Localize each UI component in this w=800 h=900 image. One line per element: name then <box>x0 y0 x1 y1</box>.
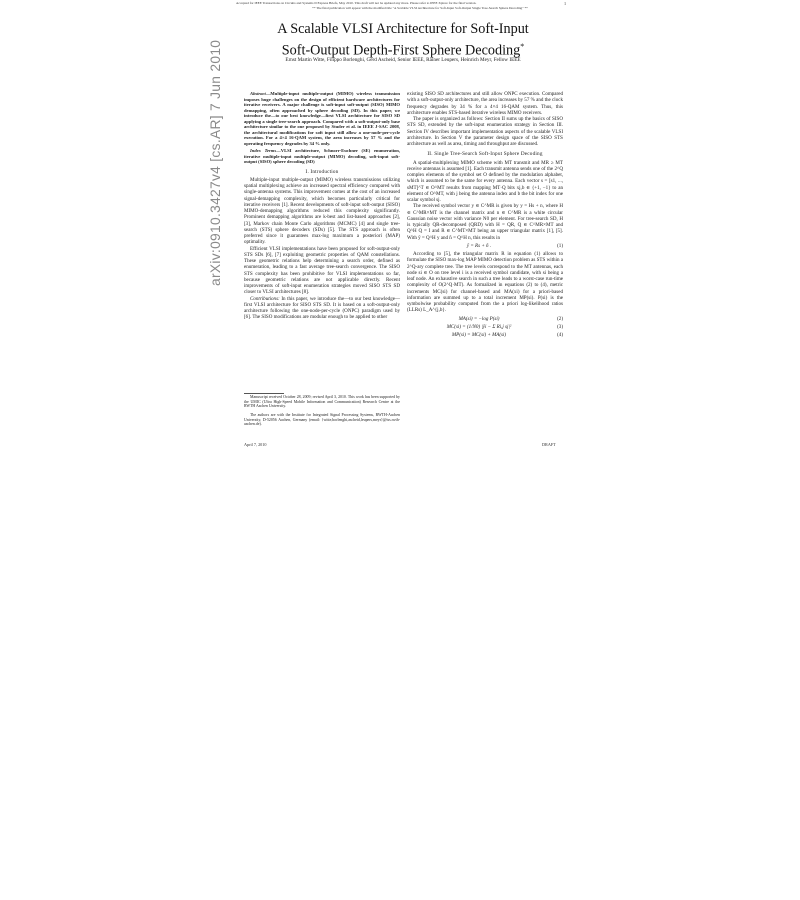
footnote-2: The authors are with the Institute for Integrated Signal Processing Systems, RWTH-Aachen University, D-52056 Aachen, Germany (email: {witte,borlenghi,ascheid,leupers,meyr}@iss.rwth-aachen.de). <box>244 413 400 427</box>
title-line-1: A Scalable VLSI Architecture for Soft-Input <box>277 21 529 37</box>
equation-3-body: MC(si) = (1/N0) |ỹi − Σ Ri,j sj|² <box>446 323 512 330</box>
index-terms: Index Terms—VLSI architecture, Schnorr-Euchner (SE) enumeration, iterative multiple-input multiple-output (MIMO) decoding, soft-input soft-output (SISO) sphere decoding (SD) <box>244 148 401 164</box>
equation-2-number: (2) <box>557 315 563 322</box>
equation-4-number: (4) <box>557 332 563 338</box>
equation-1 <box>407 243 563 249</box>
equation-1-body: ỹ = Rs + ñ . <box>466 242 492 249</box>
arxiv-stamp: arXiv:0910.3427v4 [cs.AR] 7 Jun 2010 <box>208 39 223 286</box>
right-paragraph-1: existing SISO SD architectures and still allow ONPC execution. Compared with a soft-output-only architecture, the area increases by 57 % and the clock frequency degrades by 34 % for a 4×4 16-QAM system. Thus, this architecture enables STS-based iterative wireless MIMO receivers. <box>407 91 563 116</box>
equation-3-number: (3) <box>557 323 563 330</box>
footnote-1: Manuscript received October 28, 2009; revised April 3, 2010. This work has been supported by the UMIC (Ultra High-Speed Mobile Information and Communication) Research Centre at the RWTH Aachen University. <box>244 395 400 409</box>
equation-4 <box>407 332 563 338</box>
equation-3 <box>407 324 563 330</box>
footnote-rule <box>244 393 284 394</box>
paper-title <box>236 21 570 60</box>
footer-draft: DRAFT <box>542 442 556 447</box>
intro-paragraph-2: Efficient VLSI implementations have been proposed for soft-output-only STS SDs [6], [7] exploiting geometric properties of QAM constellations. These geometric relations help determining a search order, defined as enumeration, leading to a fast average tree-search convergence. The SISO STS complexity has been prohibitive for VLSI implementations so far, because geometric relations are not applicable directly. Recent improvements of soft-input enumeration strategies moved SISO STS SD closer to VLSI architectures [8]. <box>244 245 400 296</box>
section-1-title: I. Introduction <box>305 168 339 175</box>
equation-2 <box>407 316 563 322</box>
footer-date: April 7, 2010 <box>244 442 267 447</box>
header-note-2: ** The final publication will appear with the modified title "A Scalable VLSI Architecture for Soft-Input Soft-Output Single Tree-Search Sphere Decoding" ** <box>312 5 528 10</box>
equation-2-body: MA(si) = −log P(si) <box>458 315 500 322</box>
left-column <box>244 91 400 321</box>
authors: Ernst Martin Witte, Filippo Borlenghi, Gerd Ascheid, Senior IEEE, Rainer Leupers, Heinrich Meyr, Fellow IEEE <box>285 57 521 63</box>
right-paragraph-2: The paper is organized as follows: Section II sums up the basics of SISO STS SD, extended by the soft-input enumeration strategy in Section III. Section IV describes important implementation aspects of the scalable VLSI architecture. In Section V the parameter design space of the SISO STS architecture as well as area, timing and throughput are discussed. <box>407 116 563 147</box>
title-line-2: Soft-Output Depth-First Sphere Decoding* <box>281 42 525 59</box>
right-margin <box>0 450 230 900</box>
page-number: 1 <box>564 1 567 6</box>
left-margin <box>0 0 233 450</box>
abstract: Abstract—Multiple-input multiple-output (MIMO) wireless transmission imposes huge challenges on the design of efficient hardware architectures for iterative receivers. A major challenge is soft-input soft-output (SISO) MIMO demapping, often approached by sphere decoding (SD). In this paper, we introduce the—to our best knowledge—first VLSI architecture for SISO SD applying a single tree-search approach. Compared with a soft-output-only base architecture similar to the one proposed by Studer et al. in IEEE J-SAC 2008, the architectural modifications for soft input still allow a one-node-per-cycle execution. For a 4×4 16-QAM system, the area increases by 57 % and the operating frequency degrades by 34 % only. <box>244 91 400 146</box>
right-paragraph-3: A spatial-multiplexing MIMO scheme with MT transmit and MR ≥ MT receive antennas is assumed [1]. Each transmit antenna sends one of the 2^Q complex elements of the symbol set O defined by the modulation alphabet, which is assumed to be the same for every antenna. Each vector s = [s1, ..., sMT]^T ∈ O^MT results from mapping MT·Q bits xj,b ∈ {+1, −1} to an element of O^MT, with j being the antenna index and b the bit index for one scalar symbol sj. <box>407 159 563 203</box>
right-paragraph-4: The received symbol vector y ∈ C^MR is given by y = Hs + n, where H ∈ C^MR×MT is the channel matrix and n ∈ C^MR is a white circular Gaussian noise vector with variance N0 per element. For tree-search SD, H is typically QR-decomposed (QRD) with H = QR, Q ∈ C^MR×MT and Q^H Q = I and R ∈ C^MT×MT being an upper triangular matrix [1], [5]. With ỹ = Q^H y and ñ = Q^H n, this results in <box>407 203 563 241</box>
intro-paragraph-1: Multiple-input multiple-output (MIMO) wireless transmissions utilizing spatial multiplexing achieve an increased spectral efficiency compared with single-antenna systems. This improvement comes at the cost of an increased signal-demapping complexity, which becomes particularly critical for iterative receivers [1]. Recent developments of soft-input soft-output (SISO) MIMO-demapping algorithms reduced this complexity significantly. Prominent demapping algorithms are k-best and list-based approaches [2], [3], Markov chain Monte Carlo algorithms (MCMC) [4] and single tree-search (STS) sphere decoders (SDs) [5]. The STS approach is often preferred since it guarantees max-log maximum a posteriori (MAP) optimality. <box>244 176 400 246</box>
intro-paragraph-3: Contributions: In this paper, we introduce the—to our best knowledge—first VLSI architecture for SISO STS SD. It is based on a soft-output-only architecture following the one-node-per-cycle (ONPC) paradigm used by [6]. The SISO modifications are modular enough to be applied to other <box>244 295 400 321</box>
section-2-title: II. Single Tree-Search Soft-Input Sphere Decoding <box>427 151 543 158</box>
header-note-1: Accepted for IEEE Transactions on Circuits and Systems II Express Briefs, May 2010. This draft will not be updated any more. Please refer to IEEE Xplore for the final version. <box>236 1 477 5</box>
equation-4-body: MP(si) = MC(si) + MA(si) <box>451 332 507 338</box>
right-column <box>407 91 563 340</box>
right-paragraph-5: According to [5], the triangular matrix R in equation (1) allows to formulate the SISO max-log MAP MIMO detection problem as STS within a 2^Q-ary complete tree. The tree levels correspond to the MT antennas, each node si ∈ O on tree level i is a received symbol candidate, with si being a leaf node. An exhaustive search in such a tree leads to a worst-case run-time complexity of O(2^Q·MT). As formalized in equations (2) to (4), metric increments MC(si) for channel-based and MA(xi) for a priori-based information are summed up to a total increment MP(si). P(si) is the symbolwise probability computed from the a priori log-likelihood ratios (LLRs) L_A^{j,b}. <box>407 251 563 314</box>
equation-1-number: (1) <box>557 242 563 249</box>
